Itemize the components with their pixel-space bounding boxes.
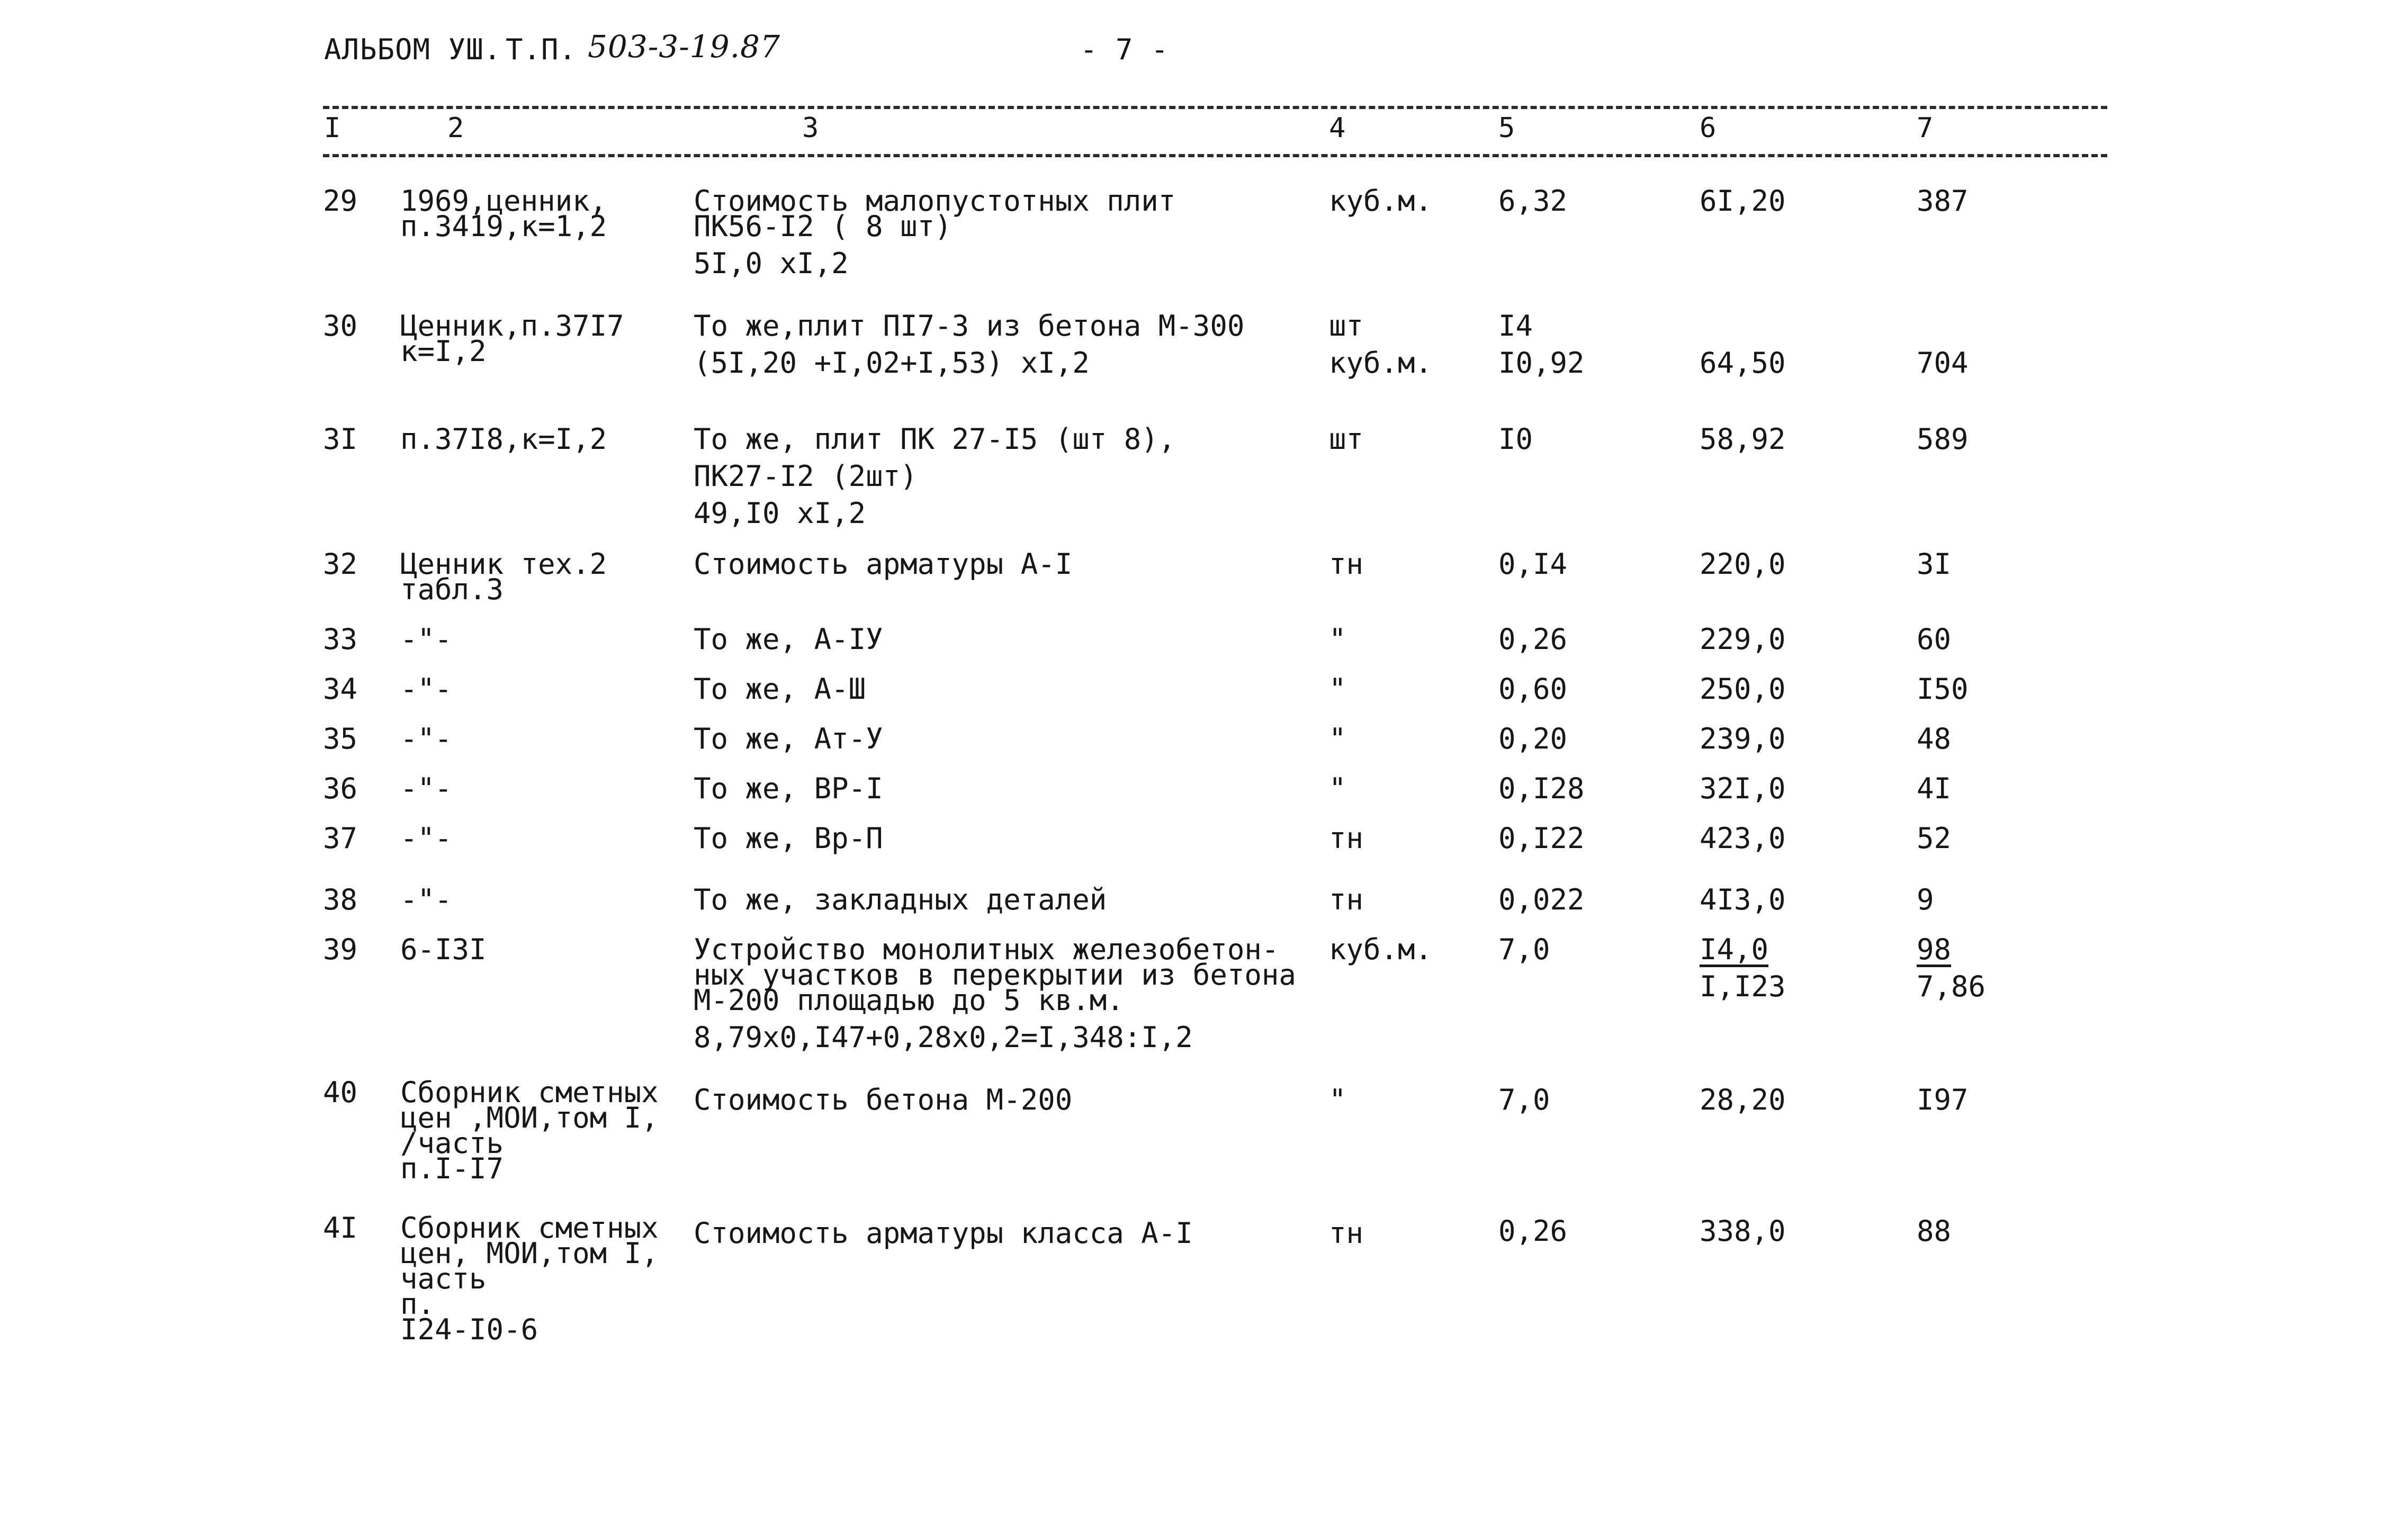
row-source-line: 1969,ценник, [400, 184, 607, 218]
row-source-line: -"- [400, 722, 452, 755]
row-number: 29 [323, 184, 358, 218]
row-source-line: к=I,2 [400, 335, 487, 368]
row-total: 88 [1917, 1214, 1952, 1248]
column-number-6: 6 [1700, 112, 1717, 144]
row-unit: куб.м. [1329, 346, 1433, 380]
row-source-line: п. [400, 1287, 435, 1321]
row-number: 38 [323, 883, 358, 916]
row-source-line: -"- [400, 672, 452, 706]
row-description-line: Стоимость бетона М-200 [694, 1083, 1073, 1116]
row-source-line: Сборник сметных [400, 1211, 659, 1245]
row-quantity: 0,I4 [1498, 547, 1568, 581]
row-unit-price-denominator: I,I23 [1700, 970, 1786, 1003]
row-total: 704 [1917, 346, 1969, 380]
row-description-line: То же, Ат-У [694, 722, 883, 755]
row-description-line: ПК27-I2 (2шт) [694, 459, 918, 493]
row-source-line: цен ,МОИ,том I, [400, 1101, 659, 1134]
row-source-line: -"- [400, 883, 452, 916]
row-unit-price: 338,0 [1700, 1214, 1786, 1248]
header-rule-bottom [323, 154, 2107, 157]
row-unit-price: 58,92 [1700, 422, 1786, 456]
row-source-line: I24-I0-6 [400, 1313, 538, 1346]
column-number-3: 3 [802, 112, 819, 144]
row-description-line: То же,плит ПI7-3 из бетона М-300 [694, 309, 1245, 343]
row-source-line: 6-I3I [400, 933, 487, 966]
row-total: 3I [1917, 547, 1952, 581]
row-unit-price-numerator: I4,0 [1700, 933, 1769, 966]
row-description-line: То же, закладных деталей [694, 883, 1107, 916]
row-unit-price: 4I3,0 [1700, 883, 1786, 916]
row-unit-price: 229,0 [1700, 623, 1786, 656]
row-unit: " [1329, 672, 1346, 706]
row-unit-price: 6I,20 [1700, 184, 1786, 218]
row-unit: тн [1329, 822, 1364, 855]
row-number: 37 [323, 822, 358, 855]
row-unit: " [1329, 772, 1346, 805]
header-rule-top [323, 106, 2107, 109]
row-unit-price: 28,20 [1700, 1083, 1786, 1116]
row-number: 33 [323, 623, 358, 656]
row-quantity: I0 [1498, 422, 1533, 456]
row-source-line: п.37I8,к=I,2 [400, 422, 607, 456]
row-description-line: Стоимость арматуры класса А-I [694, 1216, 1193, 1250]
row-quantity: 0,I22 [1498, 822, 1585, 855]
row-source-line: -"- [400, 772, 452, 805]
row-unit-price: 220,0 [1700, 547, 1786, 581]
row-unit: тн [1329, 547, 1364, 581]
row-unit: куб.м. [1329, 184, 1433, 218]
row-number: 4I [323, 1211, 358, 1245]
row-number: 40 [323, 1076, 358, 1109]
row-source-line: /часть [400, 1127, 504, 1160]
row-description-line: М-200 площадью до 5 кв.м. [694, 984, 1124, 1017]
row-calculation: 8,79x0,I47+0,28x0,2=I,348:I,2 [694, 1021, 1193, 1054]
row-source-line: п.3419,к=1,2 [400, 210, 607, 243]
row-description-line: ПК56-I2 ( 8 шт) [694, 210, 952, 243]
row-unit: " [1329, 722, 1346, 755]
album-label: АЛЬБОМ УШ. [324, 33, 502, 66]
column-number-5: 5 [1498, 112, 1515, 144]
row-description-line: То же, ВР-I [694, 772, 883, 805]
row-total: 387 [1917, 184, 1969, 218]
row-number: 36 [323, 772, 358, 805]
row-source-line: Ценник тех.2 [400, 547, 607, 581]
row-source-line: часть [400, 1262, 487, 1295]
row-total: 4I [1917, 772, 1952, 805]
row-quantity: I4 [1498, 309, 1533, 343]
row-quantity: 7,0 [1498, 1083, 1550, 1116]
row-total: 48 [1917, 722, 1952, 755]
row-quantity: 0,26 [1498, 623, 1568, 656]
row-number: 34 [323, 672, 358, 706]
row-quantity: 7,0 [1498, 933, 1550, 966]
row-description-line: Стоимость арматуры А-I [694, 547, 1073, 581]
row-unit-price: 423,0 [1700, 822, 1786, 855]
page-number: - 7 - [1080, 33, 1169, 66]
row-unit-price: 250,0 [1700, 672, 1786, 706]
row-quantity: 0,I28 [1498, 772, 1585, 805]
row-total: 589 [1917, 422, 1969, 456]
row-unit: " [1329, 623, 1346, 656]
tp-label: Т.П. [506, 33, 577, 66]
row-quantity: 0,20 [1498, 722, 1568, 755]
row-unit: шт [1329, 422, 1364, 456]
column-number-2: 2 [447, 112, 464, 144]
row-total-numerator: 98 [1917, 933, 1952, 966]
row-quantity: 6,32 [1498, 184, 1568, 218]
row-unit-price: 64,50 [1700, 346, 1786, 380]
row-description-line: ных участков в перекрытии из бетона [694, 958, 1296, 992]
row-source-line: цен, МОИ,том I, [400, 1237, 659, 1270]
row-calculation: 5I,0 xI,2 [694, 247, 849, 280]
column-number-1: I [324, 112, 341, 144]
row-quantity: I0,92 [1498, 346, 1585, 380]
row-source-line: Ценник,п.37I7 [400, 309, 624, 343]
row-quantity: 0,022 [1498, 883, 1585, 916]
row-quantity: 0,26 [1498, 1214, 1568, 1248]
row-unit: тн [1329, 1216, 1364, 1250]
row-unit: " [1329, 1083, 1346, 1116]
row-source-line: табл.3 [400, 573, 504, 606]
row-description-line: (5I,20 +I,02+I,53) xI,2 [694, 346, 1090, 380]
row-total: 52 [1917, 822, 1952, 855]
row-quantity: 0,60 [1498, 672, 1568, 706]
row-total: I50 [1917, 672, 1969, 706]
row-number: 39 [323, 933, 358, 966]
row-total: 9 [1917, 883, 1934, 916]
row-description-line: То же, плит ПК 27-I5 (шт 8), [694, 422, 1176, 456]
row-description-line: То же, А-IУ [694, 623, 883, 656]
row-unit-price: 239,0 [1700, 722, 1786, 755]
row-source-line: -"- [400, 623, 452, 656]
row-source-line: -"- [400, 822, 452, 855]
column-number-7: 7 [1917, 112, 1934, 144]
row-number: 3I [323, 422, 358, 456]
row-total-denominator: 7,86 [1917, 970, 1986, 1003]
row-source-line: Сборник сметных [400, 1076, 659, 1109]
row-unit: тн [1329, 883, 1364, 916]
row-total: 60 [1917, 623, 1952, 656]
row-number: 30 [323, 309, 358, 343]
row-unit: куб.м. [1329, 933, 1433, 966]
row-description-line: Стоимость малопустотных плит [694, 184, 1176, 218]
row-description-line: То же, А-Ш [694, 672, 866, 706]
row-source-line: п.I-I7 [400, 1152, 504, 1185]
row-number: 32 [323, 547, 358, 581]
project-code: 503-3-19.87 [588, 29, 780, 65]
row-number: 35 [323, 722, 358, 755]
row-total: I97 [1917, 1083, 1969, 1116]
row-unit-price: 32I,0 [1700, 772, 1786, 805]
column-number-4: 4 [1329, 112, 1346, 144]
row-description-line: То же, Вр-П [694, 822, 883, 855]
row-description-line: Устройство монолитных железобетон- [694, 933, 1279, 966]
row-unit: шт [1329, 309, 1364, 343]
row-description-line: 49,I0 xI,2 [694, 497, 866, 530]
